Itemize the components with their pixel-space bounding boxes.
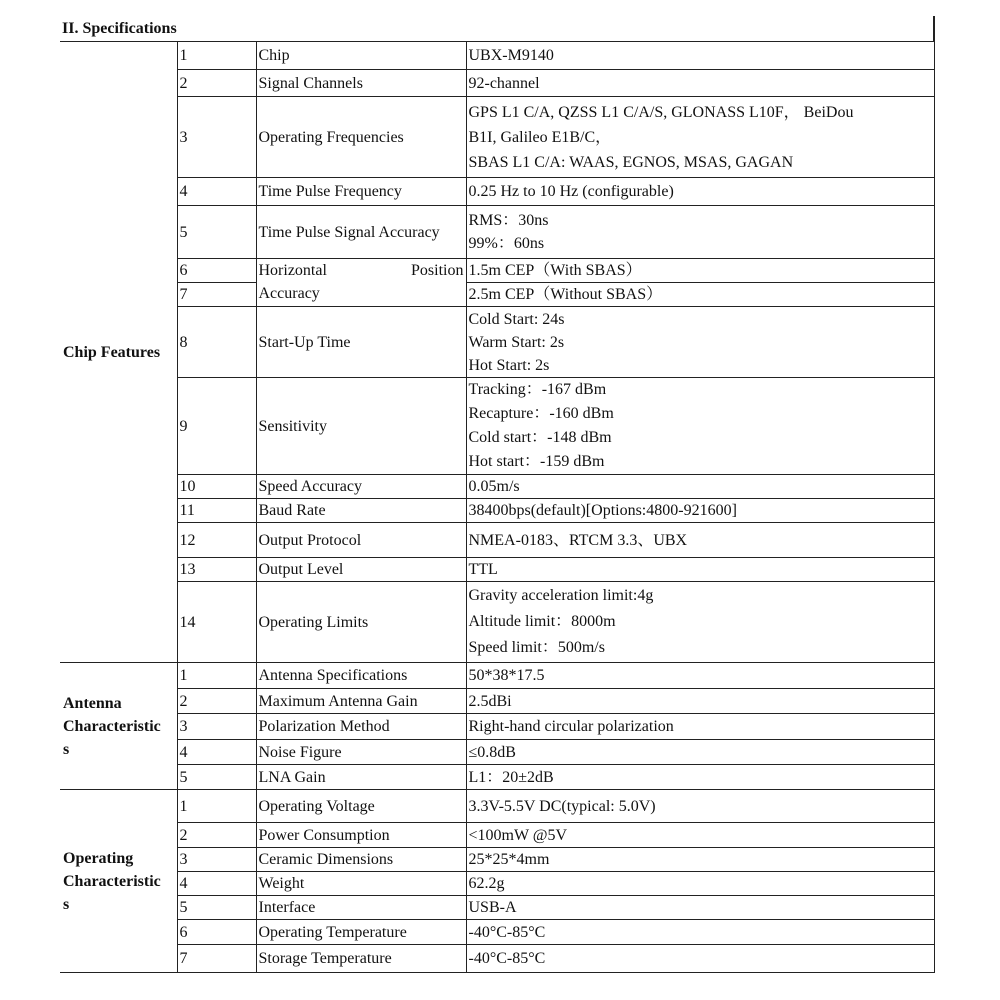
param-label: Ceramic Dimensions bbox=[256, 848, 466, 872]
param-value: USB-A bbox=[466, 896, 934, 920]
row-number: 1 bbox=[177, 42, 256, 70]
param-value: 2.5dBi bbox=[466, 689, 934, 714]
param-value: 1.5m CEP（With SBAS） bbox=[466, 259, 934, 283]
param-value: 50*38*17.5 bbox=[466, 663, 934, 689]
param-label: Operating Voltage bbox=[256, 790, 466, 823]
specifications-table bbox=[60, 16, 935, 973]
param-label: Speed Accuracy bbox=[256, 475, 466, 499]
row-number: 14 bbox=[177, 582, 256, 663]
row-number: 1 bbox=[177, 790, 256, 823]
row-number: 3 bbox=[177, 848, 256, 872]
row-number: 4 bbox=[177, 178, 256, 206]
row-number: 13 bbox=[177, 558, 256, 582]
param-value: 25*25*4mm bbox=[466, 848, 934, 872]
param-value: 3.3V-5.5V DC(typical: 5.0V) bbox=[466, 790, 934, 823]
row-number: 9 bbox=[177, 378, 256, 475]
row-number: 5 bbox=[177, 206, 256, 259]
param-value: L1：20±2dB bbox=[466, 765, 934, 790]
param-label: Baud Rate bbox=[256, 499, 466, 523]
param-label: Polarization Method bbox=[256, 714, 466, 740]
param-value: 62.2g bbox=[466, 872, 934, 896]
param-value: 0.05m/s bbox=[466, 475, 934, 499]
param-value: Cold Start: 24s Warm Start: 2s Hot Start: 2s bbox=[466, 307, 934, 378]
param-label: Horizontal Position Accuracy bbox=[256, 259, 466, 307]
row-number: 3 bbox=[177, 97, 256, 178]
param-value: Gravity acceleration limit:4g Altitude limit：8000m Speed limit：500m/s bbox=[466, 582, 934, 663]
param-label: Power Consumption bbox=[256, 823, 466, 848]
param-value: 92-channel bbox=[466, 70, 934, 97]
param-value: -40°C-85°C bbox=[466, 945, 934, 973]
param-label: Sensitivity bbox=[256, 378, 466, 475]
param-label: Maximum Antenna Gain bbox=[256, 689, 466, 714]
row-number: 4 bbox=[177, 740, 256, 765]
row-number: 11 bbox=[177, 499, 256, 523]
param-value: UBX-M9140 bbox=[466, 42, 934, 70]
row-number: 5 bbox=[177, 896, 256, 920]
param-label: Noise Figure bbox=[256, 740, 466, 765]
row-number: 2 bbox=[177, 823, 256, 848]
param-value: 38400bps(default)[Options:4800-921600] bbox=[466, 499, 934, 523]
row-number: 6 bbox=[177, 259, 256, 283]
param-value: ≤0.8dB bbox=[466, 740, 934, 765]
param-value: 0.25 Hz to 10 Hz (configurable) bbox=[466, 178, 934, 206]
param-label: Interface bbox=[256, 896, 466, 920]
param-label: Start-Up Time bbox=[256, 307, 466, 378]
param-value: NMEA-0183、RTCM 3.3、UBX bbox=[466, 523, 934, 558]
param-label: Time Pulse Signal Accuracy bbox=[256, 206, 466, 259]
param-label: Chip bbox=[256, 42, 466, 70]
antenna-characteristics-label: Antenna Characteristic s bbox=[60, 663, 177, 790]
row-number: 6 bbox=[177, 920, 256, 945]
row-number: 12 bbox=[177, 523, 256, 558]
param-label: LNA Gain bbox=[256, 765, 466, 790]
param-value: Right-hand circular polarization bbox=[466, 714, 934, 740]
param-label: Signal Channels bbox=[256, 70, 466, 97]
row-number: 4 bbox=[177, 872, 256, 896]
param-label: Storage Temperature bbox=[256, 945, 466, 973]
param-label: Output Level bbox=[256, 558, 466, 582]
param-value: <100mW @5V bbox=[466, 823, 934, 848]
param-value: -40°C-85°C bbox=[466, 920, 934, 945]
row-number: 3 bbox=[177, 714, 256, 740]
chip-features-label: Chip Features bbox=[60, 42, 177, 663]
param-label: Weight bbox=[256, 872, 466, 896]
row-number: 7 bbox=[177, 945, 256, 973]
row-number: 2 bbox=[177, 70, 256, 97]
row-number: 5 bbox=[177, 765, 256, 790]
param-label: Operating Frequencies bbox=[256, 97, 466, 178]
row-number: 1 bbox=[177, 663, 256, 689]
param-label: Time Pulse Frequency bbox=[256, 178, 466, 206]
param-value: RMS：30ns 99%：60ns bbox=[466, 206, 934, 259]
row-number: 7 bbox=[177, 283, 256, 307]
param-value: 2.5m CEP（Without SBAS） bbox=[466, 283, 934, 307]
param-value: GPS L1 C/A, QZSS L1 C/A/S, GLONASS L10F， BeiDou B1I, Galileo E1B/C， SBAS L1 C/A: WAAS, EGNOS, MSAS, GAGAN bbox=[466, 97, 934, 178]
row-number: 10 bbox=[177, 475, 256, 499]
param-label: Antenna Specifications bbox=[256, 663, 466, 689]
row-number: 2 bbox=[177, 689, 256, 714]
section-heading: II. Specifications bbox=[60, 16, 934, 42]
param-value: Tracking：-167 dBm Recapture：-160 dBm Cold start：-148 dBm Hot start：-159 dBm bbox=[466, 378, 934, 475]
param-label: Operating Limits bbox=[256, 582, 466, 663]
row-number: 8 bbox=[177, 307, 256, 378]
param-value: TTL bbox=[466, 558, 934, 582]
param-label: Output Protocol bbox=[256, 523, 466, 558]
param-label: Operating Temperature bbox=[256, 920, 466, 945]
operating-characteristics-label: Operating Characteristic s bbox=[60, 790, 177, 973]
